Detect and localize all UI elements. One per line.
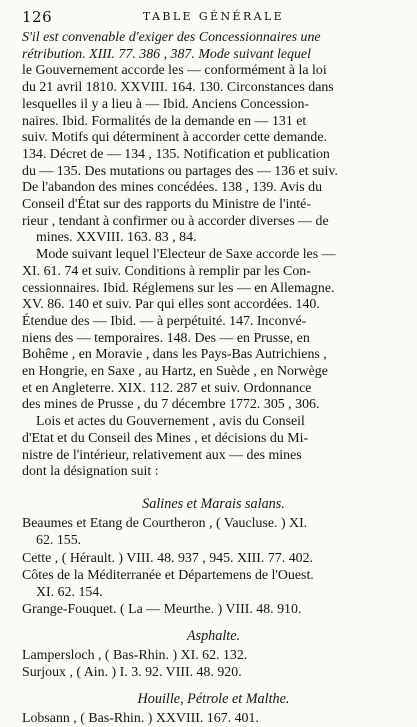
page-number: 126 bbox=[22, 8, 53, 26]
text-line: Lois et actes du Gouvernement , avis du Conseil bbox=[36, 414, 305, 430]
section-heading-asphalte: Asphalte. bbox=[186, 628, 241, 645]
text-line: d'Etat et du Conseil des Mines , et décisions du Mi- bbox=[22, 430, 309, 446]
text-line: S'il est convenable d'exiger des Concessionnaires une bbox=[22, 30, 321, 45]
list-item: Cette , ( Hérault. ) VIII. 48. 937 , 945. XIII. 77. 402. bbox=[22, 551, 313, 567]
section-houille bbox=[22, 711, 405, 727]
text-line: lesquelles il y a lieu à — Ibid. Anciens Concession- bbox=[22, 96, 310, 112]
text-line: le Gouvernement accorde les — conformément à la loi bbox=[22, 63, 327, 79]
text-line: nistre de l'intérieur, relativement aux — des mines bbox=[22, 447, 302, 463]
text-line: du — 135. Des mutations ou partages des — 136 et suiv. bbox=[22, 163, 338, 179]
section-asphalte bbox=[22, 648, 405, 681]
text-line: Mode suivant lequel l'Electeur de Saxe accorde les — bbox=[36, 247, 336, 263]
document-page bbox=[22, 0, 405, 727]
text-line: naires. Ibid. Formalités de la demande en — 131 et bbox=[22, 113, 307, 129]
list-item: Beaumes et Etang de Courtheron , ( Vaucluse. ) XI. bbox=[22, 515, 308, 531]
text-line: XV. 86. 140 et suiv. Par qui elles sont accordées. 140. bbox=[22, 297, 320, 313]
running-title: TABLE GÉNÉRALE bbox=[142, 10, 285, 23]
index-entry-concessions bbox=[22, 30, 405, 481]
text-line: des mines de Prusse , du 7 décembre 1772. 305 , 306. bbox=[22, 397, 320, 413]
text-line: Conseil d'État sur des rapports du Ministre de l'inté- bbox=[22, 197, 311, 213]
list-item: Grange-Fouquet. ( La — Meurthe. ) VIII. 48. 910. bbox=[22, 601, 302, 617]
text-line: niens des — temporaires. 148. Des — en Prusse, en bbox=[22, 330, 310, 346]
page-header bbox=[22, 0, 405, 30]
text-line: du 21 avril 1810. XXVIII. 164. 130. Circonstances dans bbox=[22, 80, 334, 96]
text-line: 134. Décret de — 134 , 135. Notification et publication bbox=[22, 146, 330, 162]
list-item: Lobsann , ( Bas-Rhin. ) XXVIII. 167. 401. bbox=[22, 710, 259, 726]
text-line: en Hongrie, en Saxe , au Hartz, en Suède , en Norwège bbox=[22, 364, 328, 380]
section-salines bbox=[22, 516, 405, 618]
section-heading-houille: Houille, Pétrole et Malthe. bbox=[137, 690, 290, 707]
text-line: XI. 61. 74 et suiv. Conditions à remplir par les Con- bbox=[22, 263, 311, 279]
section-heading-salines: Salines et Marais salans. bbox=[142, 495, 285, 512]
text-line: mines. XXVIII. 163. 83 , 84. bbox=[36, 230, 197, 246]
list-item: XI. 62. 154. bbox=[36, 584, 103, 600]
text-line: dont la désignation suit : bbox=[22, 464, 159, 480]
text-line: rétribution. XIII. 77. 386 , 387. Mode suivant lequel bbox=[22, 46, 311, 62]
text-line: De l'abandon des mines concédées. 138 , 139. Avis du bbox=[22, 180, 323, 196]
list-item: Côtes de la Méditerranée et Départemens de l'Ouest. bbox=[22, 568, 314, 584]
text-line: Bohême , en Moravie , dans les Pays-Bas Autrichiens , bbox=[22, 347, 327, 363]
text-line: rieur , tendant à confirmer ou à accorder diverses — de bbox=[22, 213, 329, 229]
text-line: suiv. Motifs qui déterminent à accorder cette demande. bbox=[22, 130, 327, 146]
list-item: Surjoux , ( Ain. ) I. 3. 92. VIII. 48. 920. bbox=[22, 664, 242, 680]
list-item: Lampersloch , ( Bas-Rhin. ) XI. 62. 132. bbox=[22, 648, 248, 664]
text-line: Étendue des — Ibid. — à perpétuité. 147. Inconvé- bbox=[22, 313, 307, 329]
list-item: 62. 155. bbox=[36, 532, 82, 548]
text-line: et en Angleterre. XIX. 112. 287 et suiv. Ordonnance bbox=[22, 380, 312, 396]
text-line: cessionnaires. Ibid. Réglemens sur les — en Allemagne. bbox=[22, 280, 335, 296]
